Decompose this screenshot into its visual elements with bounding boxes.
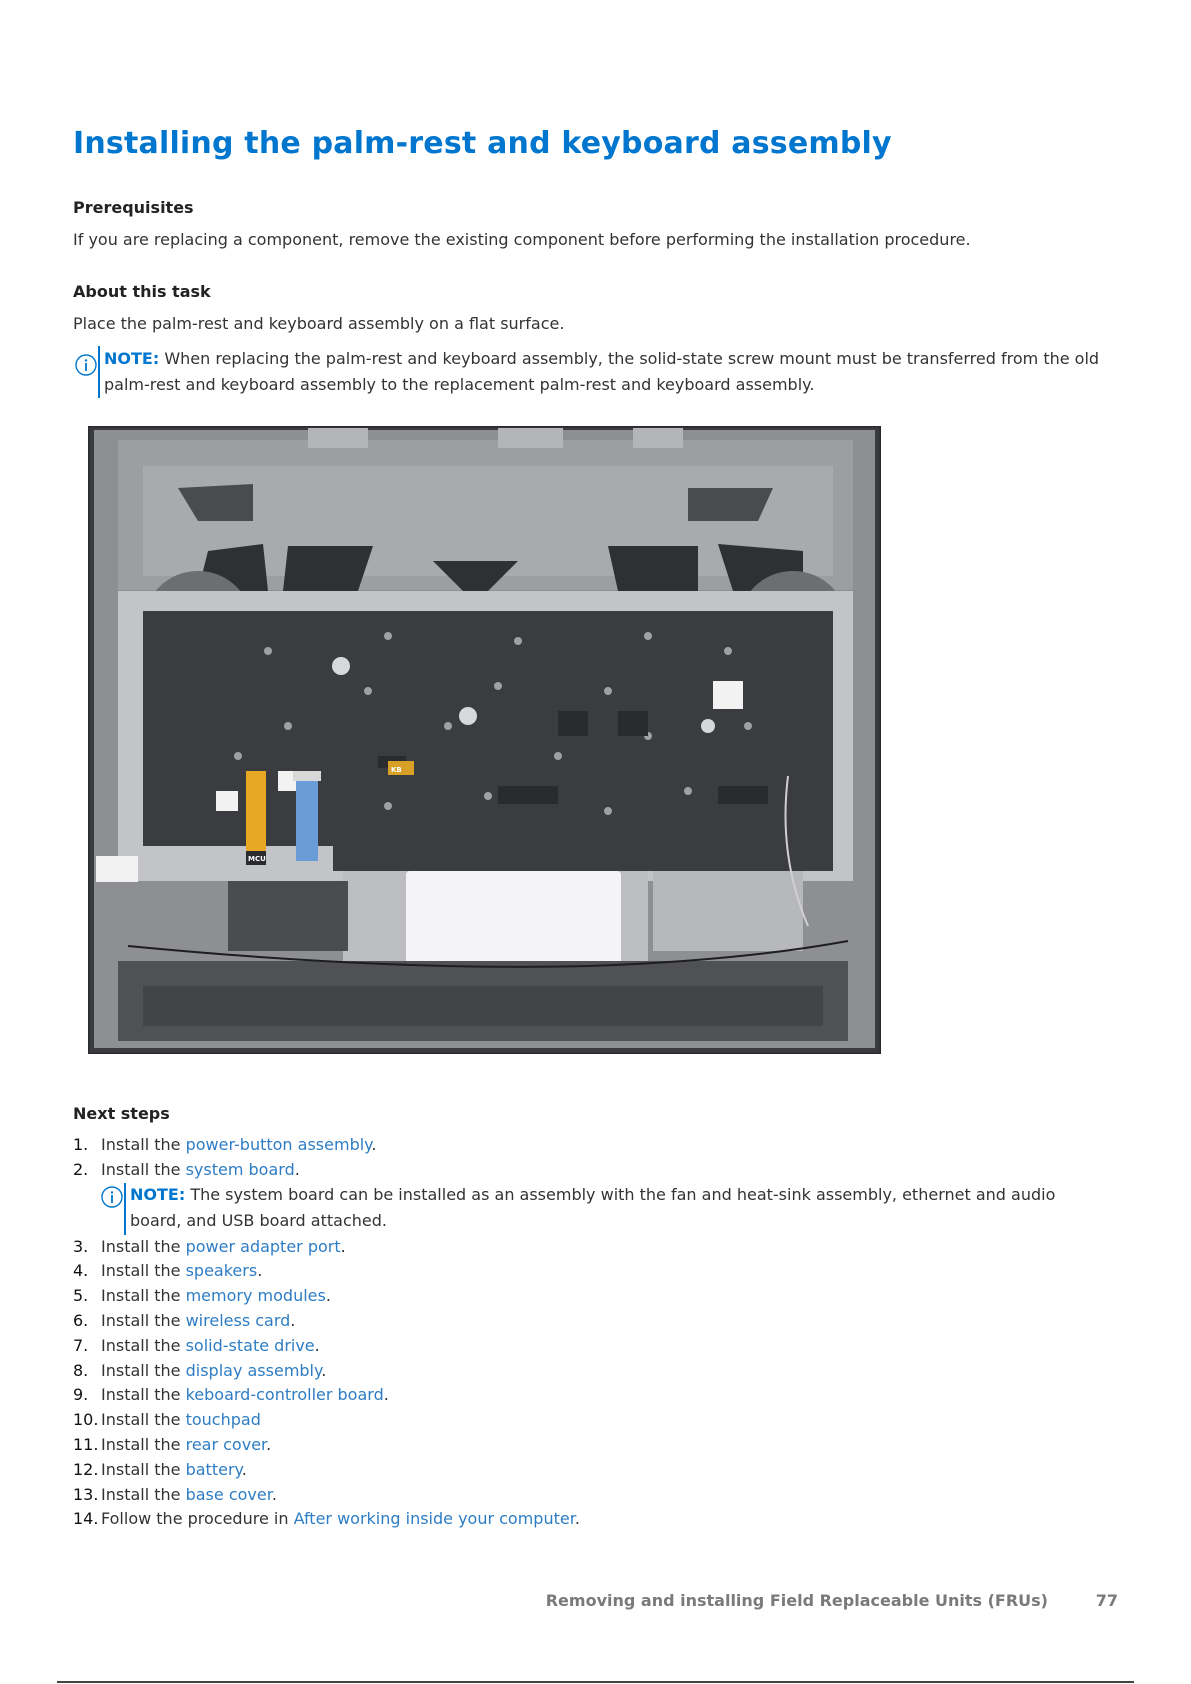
step-link[interactable]: system board <box>185 1159 295 1179</box>
step-link[interactable]: battery <box>185 1459 242 1479</box>
step-link[interactable]: After working inside your computer <box>293 1509 575 1529</box>
step-text: Install the <box>101 1385 186 1405</box>
step-text: Install the <box>101 1310 186 1330</box>
step-link[interactable]: touchpad <box>185 1410 261 1430</box>
footer-rule <box>57 1681 1134 1683</box>
mcu-connector-label: MCU <box>248 855 266 863</box>
step-number: 5. <box>73 1286 89 1306</box>
step-link[interactable]: speakers <box>185 1261 258 1281</box>
prerequisites-heading: Prerequisites <box>73 198 194 217</box>
step-number: 7. <box>73 1335 89 1355</box>
step-number: 9. <box>73 1385 89 1405</box>
step-item <box>73 1309 1065 1334</box>
step-item <box>73 1383 1065 1408</box>
step-text: Install the <box>101 1335 186 1355</box>
next-steps-list <box>73 1133 1065 1532</box>
page-title: Installing the palm-rest and keyboard assembly <box>73 126 892 161</box>
step-text: Install the <box>101 1459 186 1479</box>
step-suffix: . <box>340 1236 346 1256</box>
step-link[interactable]: rear cover <box>185 1434 267 1454</box>
note-label: NOTE: <box>130 1184 186 1204</box>
step-text: Install the <box>101 1159 186 1179</box>
step-suffix: . <box>371 1135 377 1154</box>
note-callout <box>75 346 1125 398</box>
note-bar <box>98 346 100 398</box>
step-item <box>73 1483 1065 1508</box>
step-number: 4. <box>73 1261 89 1281</box>
step-link[interactable]: base cover <box>185 1484 272 1504</box>
step-text: Install the <box>101 1410 186 1430</box>
about-heading: About this task <box>73 282 211 301</box>
step-suffix: . <box>266 1434 272 1454</box>
step-text: Install the <box>101 1360 186 1380</box>
step-suffix: . <box>321 1360 327 1380</box>
step-suffix: . <box>241 1459 247 1479</box>
step-text: Install the <box>101 1261 186 1281</box>
step-suffix: . <box>257 1261 263 1281</box>
step-suffix: . <box>574 1509 580 1529</box>
step-item <box>73 1359 1065 1384</box>
step-number: 14. <box>73 1509 99 1529</box>
step-item <box>73 1458 1065 1483</box>
step-link[interactable]: wireless card <box>185 1310 291 1330</box>
step-text: Install the <box>101 1484 186 1504</box>
footer-page-number: 77 <box>1095 1591 1118 1610</box>
step-text: Follow the procedure in <box>101 1509 294 1529</box>
step-text: Install the <box>101 1135 186 1154</box>
step-item <box>73 1334 1065 1359</box>
step-note-callout <box>101 1183 1065 1235</box>
palm-rest-keyboard-assembly-image <box>88 426 881 1054</box>
step-text: Install the <box>101 1286 186 1306</box>
step-item <box>73 1408 1065 1433</box>
step-item <box>73 1433 1065 1458</box>
step-number: 2. <box>73 1159 89 1179</box>
step-suffix: . <box>314 1335 320 1355</box>
step-link[interactable]: solid-state drive <box>185 1335 315 1355</box>
step-number: 6. <box>73 1310 89 1330</box>
step-item <box>73 1507 1065 1532</box>
step-note-row <box>73 1183 1065 1235</box>
step-link[interactable]: power adapter port <box>185 1236 341 1256</box>
step-suffix: . <box>290 1310 296 1330</box>
note-text <box>104 346 1125 398</box>
step-item <box>73 1133 1065 1158</box>
step-suffix: . <box>294 1159 300 1179</box>
footer-section-title: Removing and installing Field Replaceable Units (FRUs) <box>545 1591 1048 1610</box>
step-number: 10. <box>73 1410 99 1430</box>
step-item <box>73 1158 1065 1183</box>
step-item <box>73 1259 1065 1284</box>
prerequisites-text: If you are replacing a component, remove the existing component before performing the installation procedure. <box>73 230 971 249</box>
info-icon <box>101 1186 123 1208</box>
step-text: Install the <box>101 1434 186 1454</box>
step-link[interactable]: power-button assembly <box>185 1135 372 1154</box>
step-text: Install the <box>101 1236 186 1256</box>
step-link[interactable]: keboard-controller board <box>185 1385 384 1405</box>
step-note-text <box>130 1182 1065 1234</box>
step-number: 13. <box>73 1484 99 1504</box>
step-suffix: . <box>325 1286 331 1306</box>
about-text: Place the palm-rest and keyboard assembly on a flat surface. <box>73 314 565 333</box>
note-bar <box>124 1183 126 1235</box>
step-number: 12. <box>73 1459 99 1479</box>
step-link[interactable]: display assembly <box>185 1360 322 1380</box>
step-number: 3. <box>73 1236 89 1256</box>
step-number: 11. <box>73 1434 99 1454</box>
next-steps-heading: Next steps <box>73 1104 170 1123</box>
step-suffix: . <box>383 1385 389 1405</box>
step-item <box>73 1284 1065 1309</box>
note-body: The system board can be installed as an assembly with the fan and heat-sink assembly, ethernet and audio board, and USB board attached. <box>130 1184 1056 1230</box>
note-label: NOTE: <box>104 349 160 368</box>
step-item <box>73 1235 1065 1260</box>
step-number: 8. <box>73 1360 89 1380</box>
info-icon <box>75 354 97 376</box>
step-link[interactable]: memory modules <box>185 1286 326 1306</box>
step-number: 1. <box>73 1135 89 1154</box>
step-suffix: . <box>271 1484 277 1504</box>
note-body: When replacing the palm-rest and keyboard assembly, the solid-state screw mount must be transferred from the old palm-rest and keyboard assembly to the replacement palm-rest and keyboard assembly. <box>104 349 1100 394</box>
kb-connector-label: KB <box>391 766 402 774</box>
